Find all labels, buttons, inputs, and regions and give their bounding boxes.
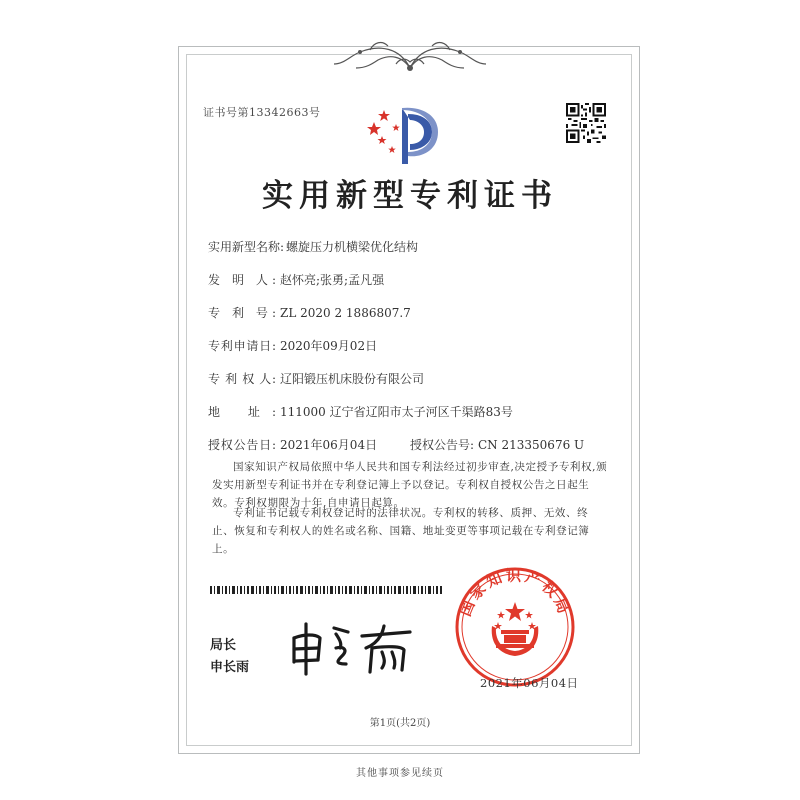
announce-date-label: 授权公告日:	[208, 438, 276, 452]
announce-number-label: 授权公告号:	[410, 438, 475, 452]
body-paragraph-2: 专利证书记载专利权登记时的法律状况。专利权的转移、质押、无效、终止、恢复和专利权人的姓名或名称、国籍、地址变更等事项记载在专利登记簿上。	[212, 507, 590, 555]
director-title: 局长	[210, 638, 237, 653]
utility-model-name-label: 实用新型名称:	[208, 240, 285, 254]
inventors-value: 赵怀亮;张勇;孟凡强	[280, 273, 385, 287]
director-name: 申长雨	[210, 660, 250, 675]
qr-code-icon	[566, 102, 606, 144]
page-indicator: 第1页(共2页)	[369, 718, 431, 729]
patent-number-value: ZL 2020 2 1886807.7	[280, 306, 411, 320]
patentee-label: 专 利 权 人:	[208, 372, 276, 386]
address-label: 地 址:	[208, 405, 276, 419]
ornament-icon	[330, 38, 490, 76]
patent-number-label: 专 利 号:	[208, 306, 276, 320]
utility-model-name-value: 螺旋压力机横梁优化结构	[286, 240, 419, 254]
official-seal-icon	[454, 566, 576, 688]
inventor-label: 发 明 人:	[208, 273, 276, 287]
field-announce-date	[208, 436, 377, 452]
certificate-number: 证书号第13342663号	[203, 106, 321, 119]
cnipa-logo-icon	[362, 102, 440, 168]
address-value: 111000 辽宁省辽阳市太子河区千渠路83号	[280, 405, 513, 419]
field-application-date	[208, 337, 377, 353]
application-date-value: 2020年09月02日	[280, 339, 378, 353]
barcode-icon	[210, 586, 442, 594]
certificate-title: 实用新型专利证书	[262, 178, 558, 214]
field-address	[208, 403, 513, 419]
seal-date: 2021年06月04日	[480, 676, 579, 690]
footnote-continued: 其他事项参见续页	[356, 768, 444, 779]
announce-number-value: CN 213350676 U	[478, 438, 585, 452]
field-utility-model-name	[208, 238, 418, 254]
field-patent-number	[208, 304, 411, 320]
patentee-value: 辽阳锻压机床股份有限公司	[280, 372, 425, 386]
application-date-label: 专利申请日:	[208, 339, 276, 353]
body-paragraph-1: 国家知识产权局依照中华人民共和国专利法经过初步审查,决定授予专利权,颁发实用新型专利证书并在专利登记簿上予以登记。专利权自授权公告之日起生效。专利权期限为十年,自申请日起算。	[212, 461, 608, 509]
announce-date-value: 2021年06月04日	[280, 438, 378, 452]
field-inventors	[208, 271, 384, 287]
director-signature-icon	[286, 618, 420, 676]
field-announce-number	[410, 436, 584, 453]
svg-text:国家知识产权局: 国家知识产权局	[456, 566, 574, 619]
field-patentee	[208, 370, 424, 386]
